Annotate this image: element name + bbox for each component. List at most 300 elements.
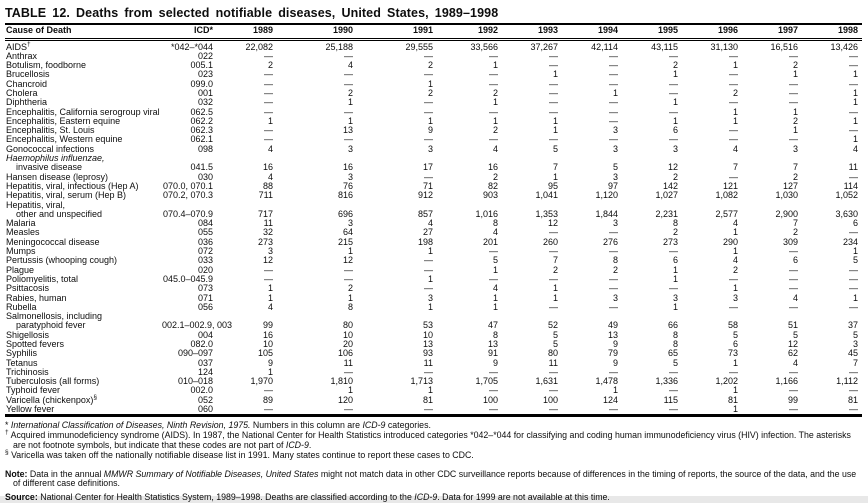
icd-code-cell: 045.0–045.9 (162, 273, 213, 284)
value-cell: 2 (427, 60, 433, 71)
value-cell: 2 (732, 264, 738, 275)
icd-code-cell: 033 (197, 255, 213, 266)
icd-code-cell: 062.1 (190, 134, 213, 145)
text-segment: ICD-9 (285, 439, 309, 450)
icd-code-cell: 073 (197, 283, 213, 294)
value-cell: 3 (347, 171, 353, 182)
value-cell: 1 (427, 273, 433, 284)
value-cell: 1,705 (475, 376, 498, 387)
value-cell: 2 (672, 227, 678, 238)
table-row (5, 303, 862, 312)
value-cell: — (424, 255, 433, 266)
value-cell: 1 (492, 97, 498, 108)
value-cell: 1 (552, 115, 558, 126)
value-cell: — (609, 60, 618, 71)
value-cell: 2 (492, 171, 498, 182)
icd-code-cell: 072 (197, 246, 213, 257)
cause-of-death-cell: Varicella (chickenpox)§ (6, 393, 97, 405)
value-cell: — (729, 301, 738, 312)
table-row (5, 39, 862, 52)
cause-of-death-cell: Salmonellosis, including (6, 311, 103, 322)
value-cell: 1,082 (715, 190, 738, 201)
value-cell: — (849, 106, 858, 117)
value-cell: 4 (492, 283, 498, 294)
value-cell: 73 (727, 348, 738, 359)
cause-of-death-cell: Shigellosis (6, 329, 50, 340)
value-cell: 1 (492, 115, 498, 126)
text-segment: Data in the annual (27, 468, 104, 479)
value-cell: 42,114 (591, 41, 618, 52)
value-cell: — (789, 283, 798, 294)
value-cell: — (549, 60, 558, 71)
text-segment: Varicella was taken off the nationally notifiable disease list in 1991. Many states continue to report these cases to CDC. (8, 449, 474, 460)
value-cell: 1 (852, 292, 858, 303)
value-cell: 13 (342, 125, 353, 136)
value-cell: 11 (548, 357, 558, 368)
footnotes (5, 421, 862, 503)
cause-of-death-cell: invasive disease (16, 162, 83, 173)
cause-of-death-cell: Haemophilus influenzae, (6, 153, 105, 164)
cause-of-death-cell: Malaria (6, 218, 36, 229)
value-cell: 4 (732, 255, 738, 266)
icd-code-cell: 070.0, 070.1 (162, 180, 213, 191)
value-cell: 1 (732, 404, 738, 415)
text-segment: ICD-9 (362, 420, 386, 431)
icd-code-cell: 002.0 (190, 385, 213, 396)
value-cell: — (609, 273, 618, 284)
value-cell: 12 (262, 255, 273, 266)
value-cell: 1,112 (836, 376, 858, 387)
value-cell: 5 (852, 255, 858, 266)
value-cell: 5 (852, 329, 858, 340)
value-cell: 12 (667, 162, 678, 173)
value-cell: 1 (492, 60, 498, 71)
value-cell: 4 (427, 218, 433, 229)
icd-code-cell: 020 (197, 264, 213, 275)
value-cell: 3 (612, 218, 618, 229)
value-cell: 1 (672, 301, 678, 312)
value-cell: — (489, 273, 498, 284)
value-cell: 76 (342, 180, 353, 191)
value-cell: 290 (722, 236, 738, 247)
value-cell: — (849, 171, 858, 182)
value-cell: 1 (852, 97, 858, 108)
cause-of-death-cell: Rabies, human (6, 292, 67, 303)
value-cell: 1 (852, 69, 858, 80)
value-cell: — (489, 404, 498, 415)
value-cell: 2 (492, 87, 498, 98)
value-cell: — (849, 227, 858, 238)
value-cell: — (849, 78, 858, 89)
column-header: Cause of Death (5, 24, 162, 39)
value-cell: — (489, 134, 498, 145)
value-cell: 2 (427, 87, 433, 98)
value-cell: 49 (607, 320, 618, 331)
cause-of-death-cell: Anthrax (6, 50, 38, 61)
cause-of-death-cell: Encephalitis, Eastern equine (6, 115, 121, 126)
value-cell: 4 (852, 143, 858, 154)
value-cell: — (424, 97, 433, 108)
value-cell: 201 (482, 236, 498, 247)
value-cell: 3 (672, 143, 678, 154)
value-cell: 120 (337, 394, 353, 405)
value-cell: 31,130 (710, 41, 738, 52)
value-cell: — (344, 264, 353, 275)
value-cell: — (609, 69, 618, 80)
value-cell: 89 (262, 394, 273, 405)
value-cell: 1 (732, 246, 738, 257)
value-cell: 8 (672, 339, 678, 349)
value-cell: 12 (787, 339, 798, 349)
value-cell: 1 (732, 227, 738, 238)
text-segment: might not match data in other CDC surveillance reports because of differences in the timing of reports, the source of the data, and the use of different case definitions. (13, 468, 857, 489)
value-cell: 5 (552, 339, 558, 349)
value-cell: — (609, 106, 618, 117)
value-cell: — (669, 50, 678, 61)
deaths-table (5, 23, 862, 417)
value-cell: 3 (427, 143, 433, 154)
value-cell: 1 (492, 301, 498, 312)
value-cell: — (344, 50, 353, 61)
value-cell: 6 (792, 255, 798, 266)
value-cell: — (264, 97, 273, 108)
value-cell: 1 (732, 60, 738, 71)
value-cell: 1 (732, 283, 738, 294)
value-cell: 13 (607, 329, 618, 340)
text-segment: * (5, 420, 11, 431)
column-header: 1990 (277, 24, 357, 39)
value-cell: 7 (552, 162, 558, 173)
icd-code-cell: 084 (197, 218, 213, 229)
text-segment: . (308, 439, 312, 450)
value-cell: 2,900 (775, 208, 798, 219)
cause-of-death-cell: Spotted fevers (6, 339, 65, 349)
cause-of-death-cell: Tetanus (6, 357, 38, 368)
value-cell: 4 (267, 301, 273, 312)
value-cell: 1 (267, 366, 273, 377)
value-cell: 5 (552, 143, 558, 154)
value-cell: 10 (262, 339, 273, 349)
value-cell: — (729, 50, 738, 61)
value-cell: — (669, 106, 678, 117)
value-cell: 3 (347, 218, 353, 229)
icd-code-cell: 037 (197, 357, 213, 368)
value-cell: 1,052 (835, 190, 858, 201)
value-cell: 11 (848, 162, 858, 173)
value-cell: — (609, 366, 618, 377)
value-cell: — (609, 404, 618, 415)
value-cell: 45 (847, 348, 858, 359)
table-row (5, 405, 862, 416)
value-cell: — (789, 50, 798, 61)
column-header: 1994 (562, 24, 622, 39)
value-cell: 2 (347, 87, 353, 98)
value-cell: — (609, 78, 618, 89)
icd-code-cell: 005.1 (190, 60, 213, 71)
value-cell: 3 (792, 143, 798, 154)
value-cell: — (344, 366, 353, 377)
icd-code-cell: 001 (197, 87, 213, 98)
value-cell: — (729, 78, 738, 89)
value-cell: 4 (492, 227, 498, 238)
note (5, 470, 862, 490)
value-cell: 12 (342, 255, 353, 266)
value-cell: — (489, 366, 498, 377)
value-cell: 273 (662, 236, 678, 247)
column-header: 1997 (742, 24, 802, 39)
value-cell: — (849, 301, 858, 312)
text-segment: International Classification of Diseases, Ninth Revision, 1975. (10, 420, 251, 431)
value-cell: 8 (612, 255, 618, 266)
icd-code-cell: 041.5 (190, 162, 213, 173)
value-cell: — (729, 134, 738, 145)
value-cell: — (549, 97, 558, 108)
value-cell: — (264, 264, 273, 275)
value-cell: 9 (492, 357, 498, 368)
value-cell: 2 (612, 264, 618, 275)
cause-of-death-cell: Typhoid fever (6, 385, 61, 396)
value-cell: 1 (552, 171, 558, 182)
value-cell: 1 (672, 273, 678, 284)
icd-code-cell: 004 (197, 329, 213, 340)
cause-of-death-cell: other and unspecified (16, 208, 103, 219)
icd-code-cell: 022 (197, 50, 213, 61)
value-cell: — (789, 273, 798, 284)
value-cell: 58 (727, 320, 738, 331)
value-cell: — (789, 246, 798, 257)
value-cell: 1 (427, 385, 433, 396)
value-cell: 1,713 (410, 376, 433, 387)
value-cell: 1 (732, 385, 738, 396)
value-cell: — (264, 404, 273, 415)
value-cell: 88 (262, 180, 273, 191)
value-cell: 1 (792, 69, 798, 80)
value-cell: 66 (667, 320, 678, 331)
value-cell: 2 (672, 60, 678, 71)
value-cell: — (849, 60, 858, 71)
value-cell: — (344, 106, 353, 117)
value-cell: 2 (792, 60, 798, 71)
value-cell: 5 (672, 357, 678, 368)
value-cell: 105 (257, 348, 273, 359)
value-cell: 2 (732, 87, 738, 98)
value-cell: — (489, 69, 498, 80)
value-cell: 1 (552, 292, 558, 303)
icd-code-cell: *042–*044 (170, 41, 213, 52)
value-cell: 16,516 (770, 41, 798, 52)
value-cell: — (609, 134, 618, 145)
value-cell: 1 (852, 87, 858, 98)
value-cell: 124 (602, 394, 618, 405)
value-cell: 1 (732, 357, 738, 368)
value-cell: 234 (842, 236, 858, 247)
value-cell: — (424, 134, 433, 145)
value-cell: 1 (492, 292, 498, 303)
value-cell: — (344, 273, 353, 284)
cause-of-death-cell: Tuberculosis (all forms) (6, 376, 100, 387)
value-cell: 1,120 (595, 190, 618, 201)
value-cell: 903 (482, 190, 498, 201)
value-cell: 81 (847, 394, 858, 405)
value-cell: 27 (422, 227, 433, 238)
value-cell: — (549, 301, 558, 312)
value-cell: 37 (847, 320, 858, 331)
footnote-varicella (5, 448, 862, 461)
value-cell: — (789, 404, 798, 415)
value-cell: 711 (258, 190, 273, 201)
value-cell: 114 (843, 180, 858, 191)
icd-code-cell: 062.5 (190, 106, 213, 117)
cause-of-death-cell: Poliomyelitis, total (6, 273, 79, 284)
value-cell: — (549, 366, 558, 377)
cause-of-death-cell: Hepatitis, viral, infectious (Hep A) (6, 180, 139, 191)
value-cell: — (669, 78, 678, 89)
value-cell: 99 (262, 320, 273, 331)
value-cell: 7 (852, 357, 858, 368)
text-segment: . Data for 1999 are not available at this time. (437, 492, 610, 503)
value-cell: 11 (263, 218, 273, 229)
footnote-aids (5, 431, 862, 451)
value-cell: 10 (342, 329, 353, 340)
cause-of-death-cell: Cholera (6, 87, 38, 98)
value-cell: 20 (342, 339, 353, 349)
value-cell: 4 (792, 292, 798, 303)
icd-code-cell: 062.3 (190, 125, 213, 136)
value-cell: 309 (782, 236, 798, 247)
icd-code-cell: 098 (197, 143, 213, 154)
value-cell: 1 (612, 87, 618, 98)
value-cell: — (264, 69, 273, 80)
value-cell: 1 (427, 301, 433, 312)
value-cell: 1,336 (655, 376, 678, 387)
value-cell: — (669, 366, 678, 377)
value-cell: 1 (347, 292, 353, 303)
value-cell: 2 (792, 115, 798, 126)
icd-code-cell: 062.2 (190, 115, 213, 126)
value-cell: 3 (612, 125, 618, 136)
cause-of-death-cell: Encephalitis, St. Louis (6, 125, 95, 136)
value-cell: 4 (792, 357, 798, 368)
value-cell: — (424, 283, 433, 294)
value-cell: 16 (262, 162, 273, 173)
value-cell: — (549, 404, 558, 415)
value-cell: 2 (792, 171, 798, 182)
value-cell: — (849, 264, 858, 275)
value-cell: 5 (492, 255, 498, 266)
value-cell: — (669, 87, 678, 98)
value-cell: — (424, 171, 433, 182)
value-cell: 7 (552, 255, 558, 266)
text-segment: Note: (5, 468, 28, 479)
source (5, 493, 862, 503)
value-cell: 106 (337, 348, 353, 359)
value-cell: 9 (612, 339, 618, 349)
cause-of-death-cell: Plague (6, 264, 35, 275)
value-cell: 4 (732, 218, 738, 229)
cause-of-death-cell: Encephalitis, Western equine (6, 134, 123, 145)
value-cell: 62 (787, 348, 798, 359)
cause-of-death-cell: Psittacosis (6, 283, 50, 294)
value-cell: 5 (552, 329, 558, 340)
header-row (5, 24, 862, 39)
value-cell: — (344, 134, 353, 145)
value-cell: — (789, 134, 798, 145)
value-cell: 8 (492, 218, 498, 229)
value-cell: 1 (792, 125, 798, 136)
value-cell: 5 (612, 162, 618, 173)
value-cell: 127 (782, 180, 798, 191)
value-cell: 1,030 (775, 190, 798, 201)
cause-of-death-cell: Yellow fever (6, 404, 55, 415)
icd-code-cell: 030 (197, 171, 213, 182)
value-cell: 11 (423, 357, 433, 368)
value-cell: 276 (602, 236, 618, 247)
column-header: 1989 (217, 24, 277, 39)
value-cell: — (489, 385, 498, 396)
value-cell: — (609, 301, 618, 312)
value-cell: 9 (427, 125, 433, 136)
table-body (5, 39, 862, 416)
value-cell: 25,188 (325, 41, 353, 52)
icd-code-cell: 070.4–070.9 (162, 208, 213, 219)
value-cell: 260 (542, 236, 558, 247)
cause-of-death-cell: AIDS† (6, 40, 31, 52)
value-cell: 17 (422, 162, 433, 173)
value-cell: — (669, 246, 678, 257)
value-cell: — (609, 97, 618, 108)
value-cell: 100 (542, 394, 558, 405)
value-cell: 3 (427, 292, 433, 303)
value-cell: — (489, 78, 498, 89)
value-cell: — (669, 404, 678, 415)
value-cell: 2 (672, 171, 678, 182)
column-header: 1995 (622, 24, 682, 39)
value-cell: — (424, 404, 433, 415)
value-cell: — (849, 283, 858, 294)
value-cell: 1,810 (330, 376, 353, 387)
value-cell: — (729, 69, 738, 80)
cause-of-death-cell: Trichinosis (6, 366, 49, 377)
value-cell: 65 (667, 348, 678, 359)
cause-of-death-cell: Encephalitis, California serogroup viral (6, 106, 160, 117)
value-cell: 1 (552, 283, 558, 294)
value-cell: 71 (422, 180, 433, 191)
value-cell: — (264, 125, 273, 136)
value-cell: 43,115 (651, 41, 678, 52)
value-cell: 1 (852, 134, 858, 145)
value-cell: — (549, 87, 558, 98)
value-cell: — (264, 273, 273, 284)
value-cell: — (489, 106, 498, 117)
value-cell: 2 (552, 264, 558, 275)
value-cell: 13,426 (830, 41, 858, 52)
value-cell: 3 (267, 246, 273, 257)
value-cell: 115 (663, 394, 678, 405)
text-segment: categories. (385, 420, 431, 431)
value-cell: 8 (672, 329, 678, 340)
value-cell: 4 (347, 60, 353, 71)
value-cell: — (424, 366, 433, 377)
value-cell: 6 (672, 255, 678, 266)
value-cell: 6 (852, 218, 858, 229)
value-cell: — (264, 106, 273, 117)
value-cell: 1,844 (595, 208, 618, 219)
value-cell: — (264, 87, 273, 98)
value-cell: — (609, 283, 618, 294)
cause-of-death-cell: Hansen disease (leprosy) (6, 171, 109, 182)
value-cell: 8 (492, 329, 498, 340)
value-cell: 3 (852, 339, 858, 349)
